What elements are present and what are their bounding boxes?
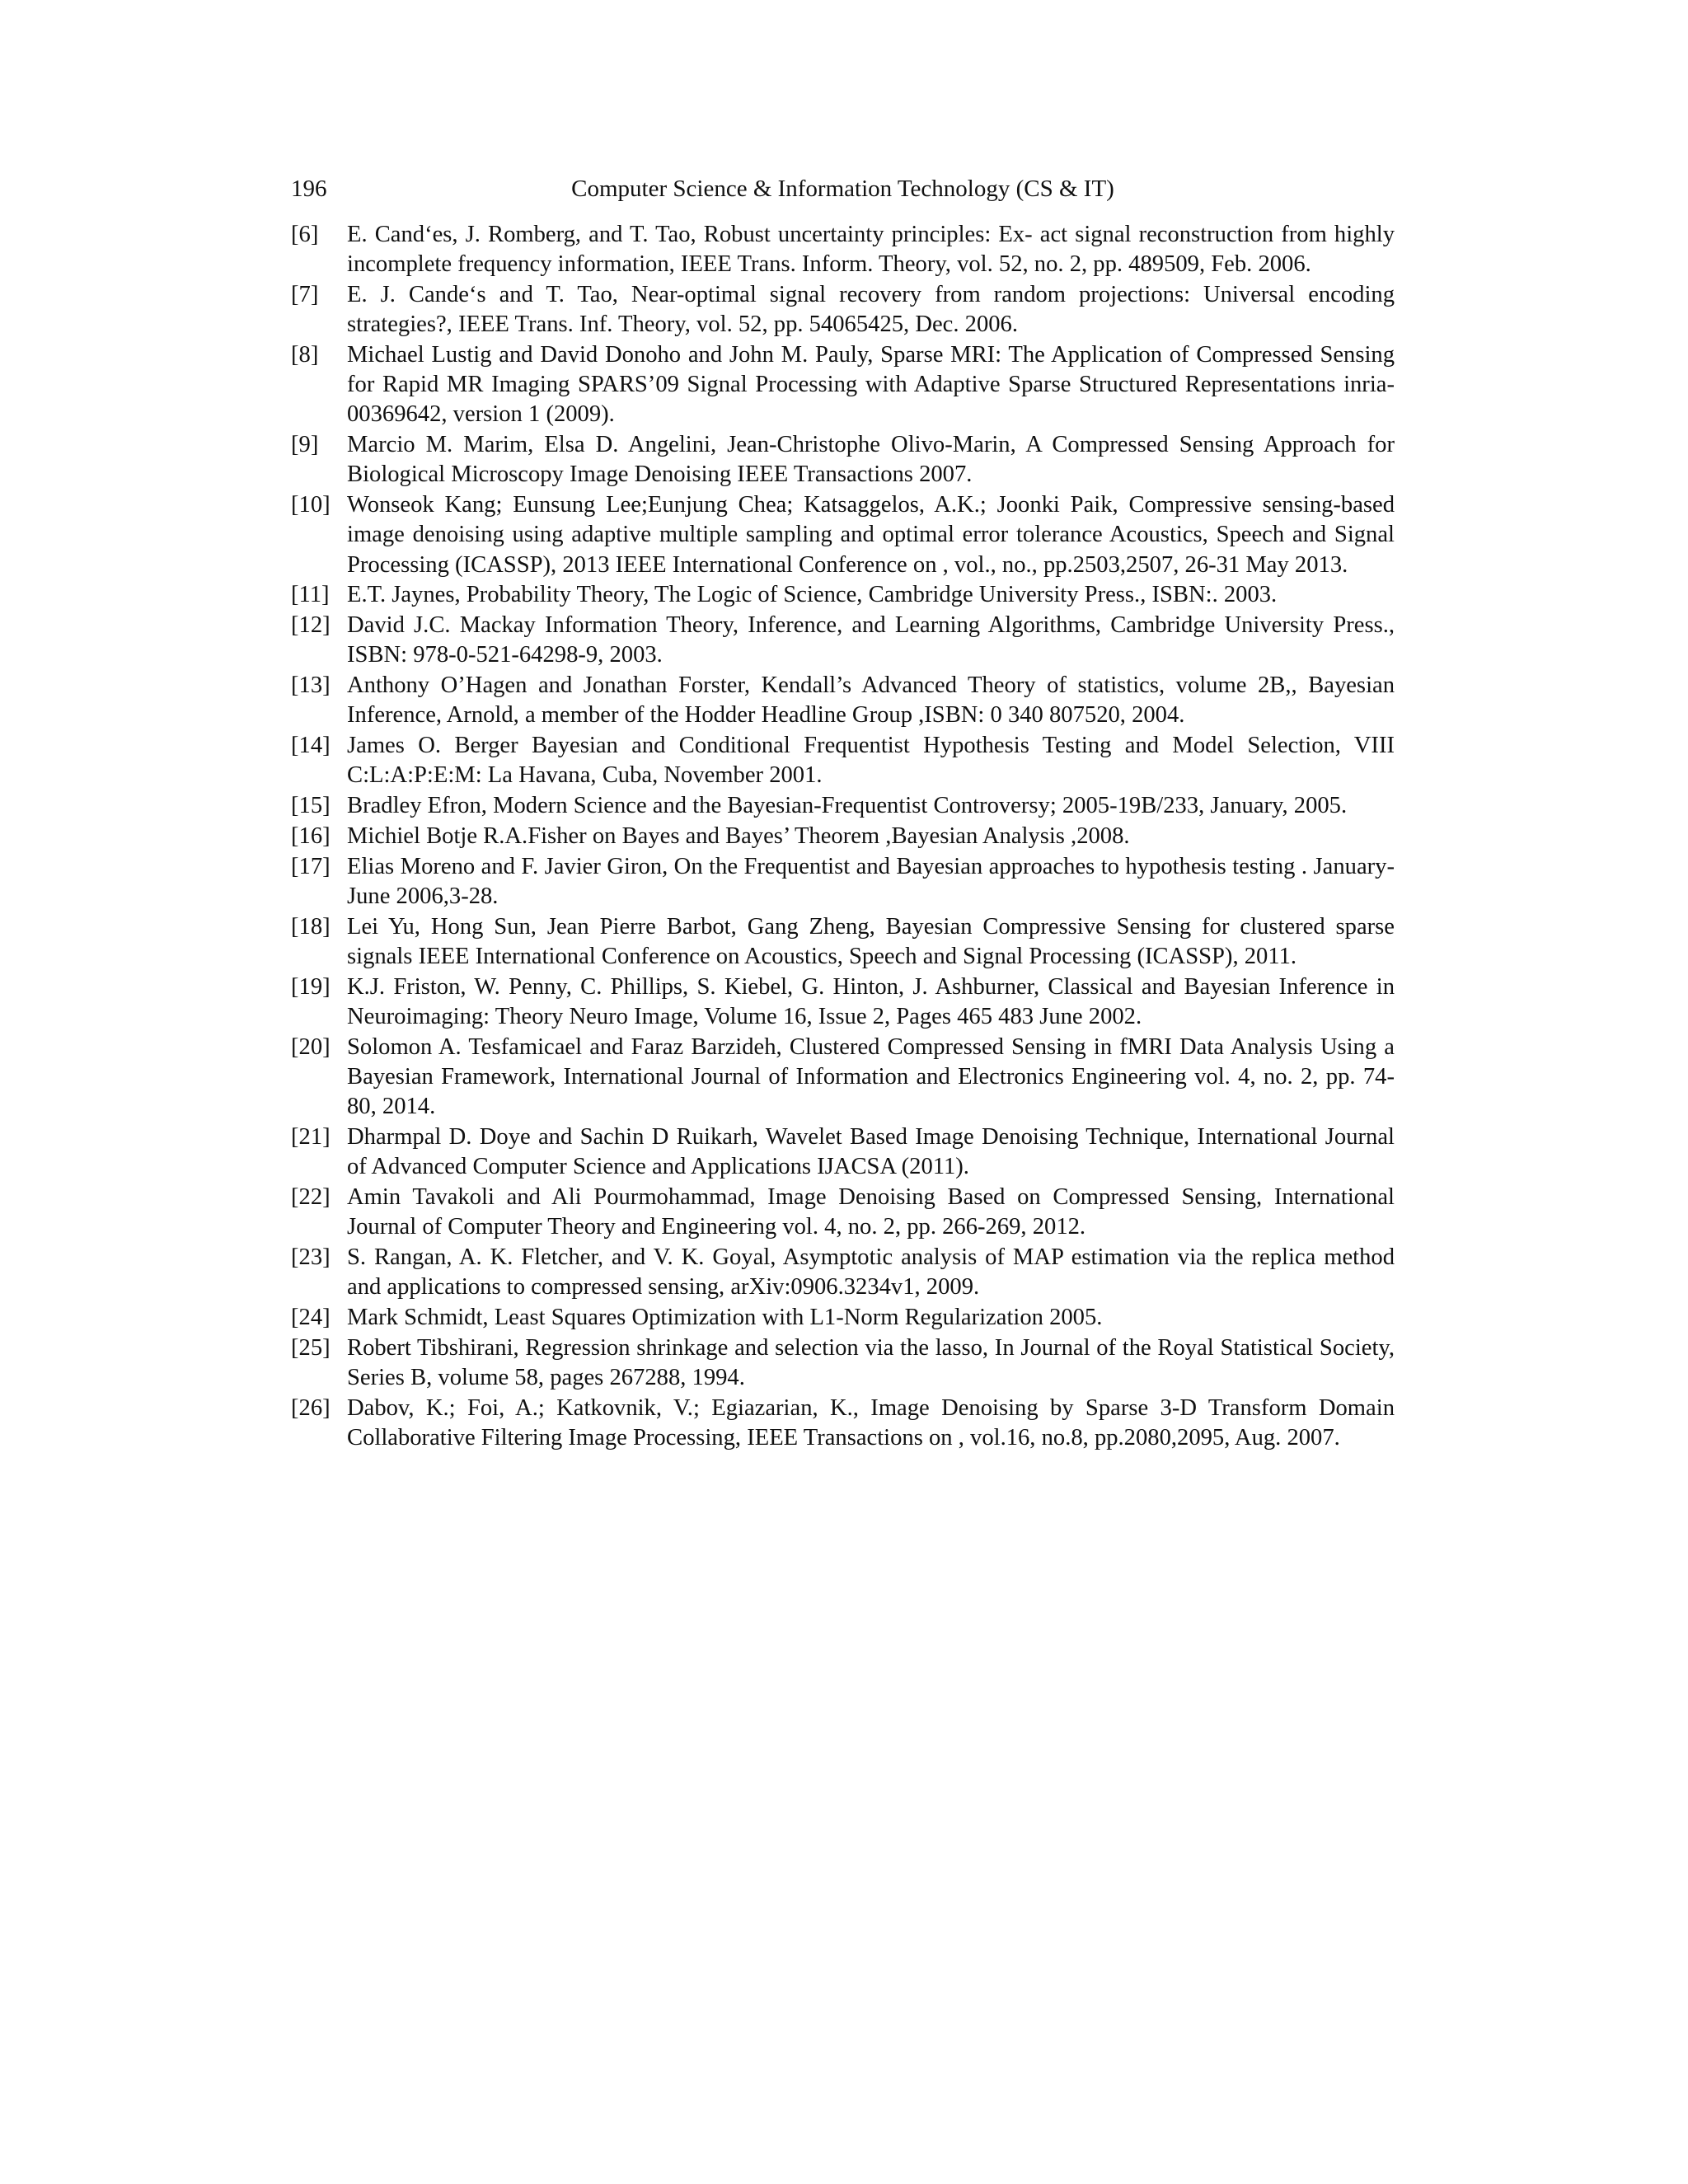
reference-text: E. Cand‘es, J. Romberg, and T. Tao, Robust uncertainty principles: Ex- act signal reconstruction from highly incomplete frequency information, IEEE Trans. Inform. Theory, vol. 52, no. 2, pp. 489509, Feb. 2006.: [347, 222, 1395, 278]
reference-item: [291, 1243, 1395, 1302]
reference-item: [291, 1303, 1395, 1333]
reference-item: [291, 1033, 1395, 1122]
reference-number: [25]: [291, 1334, 331, 1361]
reference-text: Dharmpal D. Doye and Sachin D Ruikarh, Wavelet Based Image Denoising Technique, International Journal of Advanced Computer Science and Applications IJACSA (2011).: [347, 1124, 1395, 1180]
reference-text: Mark Schmidt, Least Squares Optimization with L1-Norm Regularization 2005.: [347, 1305, 1103, 1330]
reference-item: [291, 220, 1395, 279]
reference-number: [19]: [291, 973, 331, 1000]
reference-text: James O. Berger Bayesian and Conditional Frequentist Hypothesis Testing and Model Selection, VIII C:L:A:P:E:M: La Havana, Cuba, November 2001.: [347, 733, 1395, 789]
reference-text: Dabov, K.; Foi, A.; Katkovnik, V.; Egiazarian, K., Image Denoising by Sparse 3-D Transform Domain Collaborative Filtering Image Processing, IEEE Transactions on , vol.16, no.8, pp.2080,2095, Aug. 2007.: [347, 1394, 1395, 1451]
reference-item: [291, 1122, 1395, 1182]
reference-item: [291, 430, 1395, 490]
reference-item: [291, 671, 1395, 730]
reference-list: [291, 220, 1395, 1454]
reference-number: [20]: [291, 1033, 331, 1060]
reference-number: [13]: [291, 673, 331, 699]
reference-text: Michael Lustig and David Donoho and John M. Pauly, Sparse MRI: The Application of Compressed Sensing for Rapid MR Imaging SPARS’09 Signal Processing with Adaptive Sparse Structured Representations inria- 00369642, version 1 (2009).: [347, 342, 1395, 428]
reference-number: [9]: [291, 432, 319, 458]
reference-number: [22]: [291, 1184, 331, 1210]
reference-item: [291, 1394, 1395, 1453]
reference-number: [12]: [291, 612, 331, 639]
reference-text: S. Rangan, A. K. Fletcher, and V. K. Goyal, Asymptotic analysis of MAP estimation via the replica method and applications to compressed sensing, arXiv:0906.3234v1, 2009.: [347, 1244, 1395, 1301]
reference-item: [291, 972, 1395, 1032]
reference-text: Amin Tavakoli and Ali Pourmohammad, Image Denoising Based on Compressed Sensing, International Journal of Computer Theory and Engineering vol. 4, no. 2, pp. 266-269, 2012.: [347, 1184, 1395, 1240]
reference-item: [291, 611, 1395, 670]
reference-item: [291, 280, 1395, 340]
reference-text: Robert Tibshirani, Regression shrinkage and selection via the lasso, In Journal of the Royal Statistical Society, Series B, volume 58, pages 267288, 1994.: [347, 1334, 1395, 1390]
reference-item: [291, 490, 1395, 580]
reference-item: [291, 822, 1395, 851]
reference-number: [24]: [291, 1305, 331, 1330]
reference-number: [18]: [291, 913, 331, 940]
reference-text: Wonseok Kang; Eunsung Lee;Eunjung Chea; Katsaggelos, A.K.; Joonki Paik, Compressive sensing-based image denoising using adaptive multiple sampling and optimal error tolerance Acoustics, Speech and Signal Processing (ICASSP), 2013 IEEE International Conference on , vol., no., pp.2503,2507, 26-31 May 2013.: [347, 492, 1395, 578]
reference-number: [14]: [291, 733, 331, 759]
reference-number: [10]: [291, 492, 331, 518]
reference-number: [17]: [291, 853, 331, 879]
reference-text: K.J. Friston, W. Penny, C. Phillips, S. Kiebel, G. Hinton, J. Ashburner, Classical and Bayesian Inference in Neuroimaging: Theory Neuro Image, Volume 16, Issue 2, Pages 465 483 June 2002.: [347, 973, 1395, 1029]
reference-text: Bradley Efron, Modern Science and the Bayesian-Frequentist Controversy; 2005-19B/233, January, 2005.: [347, 793, 1348, 819]
reference-item: [291, 731, 1395, 790]
reference-text: Anthony O’Hagen and Jonathan Forster, Kendall’s Advanced Theory of statistics, volume 2B,, Bayesian Inference, Arnold, a member of the Hodder Headline Group ,ISBN: 0 340 807520, 2004.: [347, 673, 1395, 729]
reference-number: [21]: [291, 1124, 331, 1150]
reference-text: Elias Moreno and F. Javier Giron, On the Frequentist and Bayesian approaches to hypothesis testing . January-June 2006,3-28.: [347, 853, 1395, 909]
reference-text: Marcio M. Marim, Elsa D. Angelini, Jean-Christophe Olivo-Marin, A Compressed Sensing Approach for Biological Microscopy Image Denoising IEEE Transactions 2007.: [347, 432, 1395, 488]
reference-number: [16]: [291, 823, 331, 849]
reference-number: [7]: [291, 282, 319, 307]
reference-text: David J.C. Mackay Information Theory, Inference, and Learning Algorithms, Cambridge University Press., ISBN: 978-0-521-64298-9, 2003.: [347, 612, 1395, 668]
reference-item: [291, 1333, 1395, 1393]
reference-text: Solomon A. Tesfamicael and Faraz Barzideh, Clustered Compressed Sensing in fMRI Data Analysis Using a Bayesian Framework, International Journal of Information and Electronics Engineering vol. 4, no. 2, pp. 74-80, 2014.: [347, 1033, 1395, 1120]
reference-text: E.T. Jaynes, Probability Theory, The Logic of Science, Cambridge University Press., ISBN:. 2003.: [347, 582, 1278, 608]
page-header: [291, 171, 1395, 207]
reference-number: [11]: [291, 582, 330, 608]
reference-item: [291, 791, 1395, 821]
reference-item: [291, 580, 1395, 610]
reference-item: [291, 852, 1395, 912]
reference-number: [26]: [291, 1394, 331, 1421]
reference-number: [15]: [291, 793, 331, 819]
reference-text: Michiel Botje R.A.Fisher on Bayes and Bayes’ Theorem ,Bayesian Analysis ,2008.: [347, 823, 1130, 849]
reference-number: [23]: [291, 1244, 331, 1270]
page-number: 196: [291, 176, 327, 202]
reference-item: [291, 912, 1395, 972]
reference-number: [8]: [291, 342, 319, 368]
reference-item: [291, 1183, 1395, 1242]
reference-text: Lei Yu, Hong Sun, Jean Pierre Barbot, Gang Zheng, Bayesian Compressive Sensing for clustered sparse signals IEEE International Conference on Acoustics, Speech and Signal Processing (ICASSP), 2011.: [347, 913, 1395, 969]
reference-item: [291, 340, 1395, 430]
reference-number: [6]: [291, 222, 319, 247]
running-title: Computer Science & Information Technology (CS & IT): [571, 176, 1114, 202]
reference-text: E. J. Cande‘s and T. Tao, Near-optimal signal recovery from random projections: Universal encoding strategies?, IEEE Trans. Inf. Theory, vol. 52, pp. 54065425, Dec. 2006.: [347, 282, 1395, 338]
